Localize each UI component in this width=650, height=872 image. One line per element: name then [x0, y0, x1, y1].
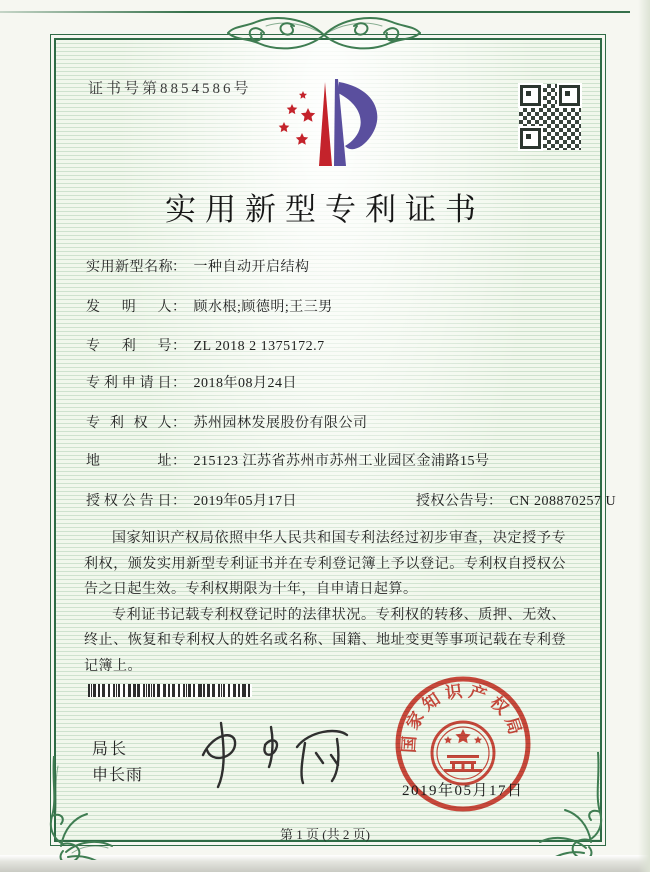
- certificate-title: 实用新型专利证书: [165, 192, 485, 227]
- field-label: 实用新型名称: [86, 260, 173, 275]
- handwritten-signature: [185, 715, 365, 793]
- qr-code: [519, 84, 581, 150]
- field-value: 顾水根;顾德明;王三男: [193, 300, 333, 315]
- field-patent-number: [86, 335, 325, 355]
- legal-text: [84, 526, 566, 679]
- field-value: 一种自动开启结构: [193, 260, 310, 275]
- field-value: 2018年08月24日: [193, 376, 297, 391]
- legal-paragraph-2: 专利证书记载专利权登记时的法律状况。专利权的转移、质押、无效、终止、恢复和专利权人的姓名或名称、国籍、地址变更等事项记载在专利登记簿上。: [84, 607, 566, 674]
- field-patentee: [86, 412, 368, 432]
- field-grant-row: [86, 490, 617, 510]
- field-label: 发明人: [86, 300, 172, 315]
- field-grant-number: [416, 490, 616, 510]
- field-colon: ：: [488, 494, 503, 509]
- qr-finder-icon: [559, 85, 580, 106]
- field-colon: ：: [172, 454, 187, 469]
- qr-finder-icon: [520, 128, 541, 149]
- field-colon: ：: [172, 494, 187, 509]
- svg-text:国家知识产权局: [399, 681, 526, 753]
- barcode: [88, 684, 252, 697]
- page-footer: 第 1 页 (共 2 页): [280, 827, 370, 842]
- field-value: ZL 2018 2 1375172.7: [193, 339, 325, 354]
- field-label: 授权公告日: [86, 494, 172, 509]
- field-colon: ：: [172, 260, 187, 275]
- national-emblem-icon: [432, 722, 494, 784]
- field-filing-date: [86, 372, 297, 392]
- qr-finder-icon: [520, 85, 541, 106]
- field-address: [86, 450, 490, 470]
- field-value: CN 208870257 U: [509, 494, 617, 509]
- field-value: 苏州园林发展股份有限公司: [193, 416, 368, 431]
- certificate-number: 证书号第8854586号: [88, 81, 252, 97]
- field-colon: ：: [172, 300, 187, 315]
- field-label: 专利权人: [86, 416, 172, 431]
- field-label: 地址: [86, 454, 172, 469]
- field-colon: ：: [172, 376, 187, 391]
- field-colon: ：: [172, 416, 187, 431]
- field-value: 215123 江苏省苏州市苏州工业园区金浦路15号: [193, 454, 490, 469]
- field-inventors: [86, 296, 333, 316]
- signer-title: 局长: [92, 741, 129, 758]
- field-label: 授权公告号: [416, 494, 489, 509]
- field-utility-model-name: [86, 256, 310, 276]
- field-label: 专利号: [86, 339, 172, 354]
- legal-paragraph-1: 国家知识产权局依照中华人民共和国专利法经过初步审查，决定授予专利权，颁发实用新型专利证书并在专利登记簿上予以登记。专利权自授权公告之日起生效。专利权期限为十年，自申请日起算。: [84, 531, 566, 597]
- field-label: 专利申请日: [86, 376, 172, 391]
- cnipa-logo-icon: [262, 76, 402, 171]
- seal-date: 2019年05月17日: [402, 783, 524, 799]
- seal-text: 国家知识产权局: [399, 681, 527, 754]
- field-value: 2019年05月17日: [193, 494, 297, 509]
- field-colon: ：: [172, 339, 187, 354]
- signer-name: 申长雨: [92, 767, 144, 784]
